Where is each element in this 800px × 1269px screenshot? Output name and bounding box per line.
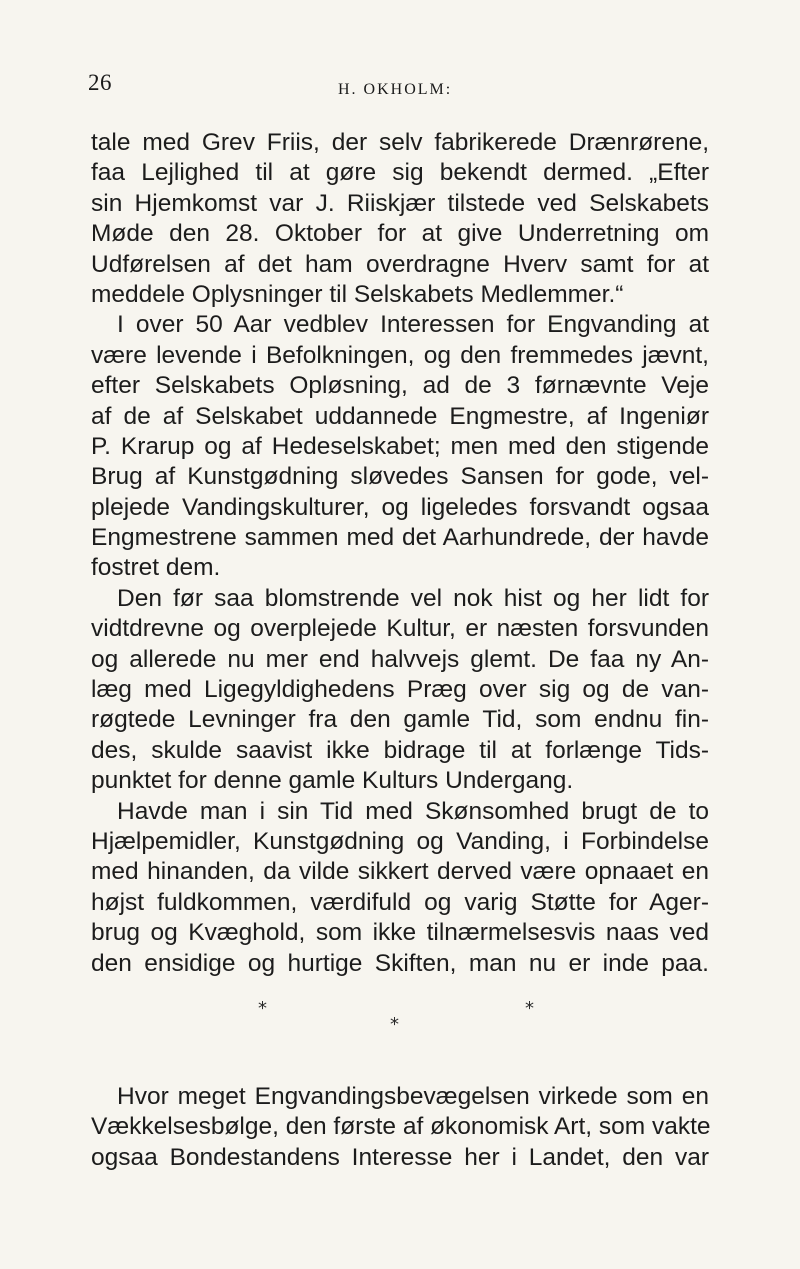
text-line: faa Lejlighed til at gøre sig bekendt dermed. „Efter bbox=[91, 159, 709, 187]
text-line: være levende i Befolkningen, og den fremmedes jævnt, bbox=[91, 341, 709, 369]
text-line: Hjælpemidler, Kunstgødning og Vanding, i Forbindelse bbox=[91, 827, 709, 855]
text-line: Møde den 28. Oktober for at give Underretning om bbox=[91, 220, 709, 248]
text-line: med hinanden, da vilde sikkert derved være opnaaet en bbox=[91, 858, 709, 886]
text-line: Brug af Kunstgødning sløvedes Sansen for gode, vel- bbox=[91, 463, 709, 491]
asterism-star-middle: * bbox=[390, 1014, 399, 1035]
text-line: efter Selskabets Opløsning, ad de 3 førnævnte Veje bbox=[91, 372, 709, 400]
asterism-star-left: * bbox=[258, 998, 267, 1019]
paragraph-start-line: Hvor meget Engvandingsbevægelsen virkede som en bbox=[117, 1083, 709, 1110]
body-text bbox=[91, 128, 709, 979]
page-number: 26 bbox=[88, 70, 112, 95]
paragraph-start-line: Den før saa blomstrende vel nok hist og her lidt for bbox=[117, 584, 709, 612]
paragraph-start-line: Havde man i sin Tid med Skønsomhed brugt de to bbox=[117, 797, 709, 825]
text-line: ogsaa Bondestandens Interesse her i Landet, den var bbox=[91, 1143, 709, 1171]
text-line: brug og Kvæghold, som ikke tilnærmelsesvis naas ved bbox=[91, 919, 709, 947]
text-line: vidtdrevne og overplejede Kultur, er næsten forsvunden bbox=[91, 615, 709, 643]
text-line: Engmestrene sammen med det Aarhundrede, der havde bbox=[91, 524, 709, 552]
text-line: røgtede Levninger fra den gamle Tid, som endnu fin- bbox=[91, 706, 709, 734]
asterism-star-right: * bbox=[525, 998, 534, 1019]
text-line: P. Krarup og af Hedeselskabet; men med den stigende bbox=[91, 432, 709, 460]
text-line: sin Hjemkomst var J. Riiskjær tilstede ved Selskabets bbox=[91, 189, 709, 217]
text-line: fostret dem. bbox=[91, 554, 221, 582]
text-line: den ensidige og hurtige Skiften, man nu er inde paa. bbox=[91, 949, 709, 977]
text-line: meddele Oplysninger til Selskabets Medlemmer.“ bbox=[91, 280, 624, 308]
text-line: punktet for denne gamle Kulturs Undergang. bbox=[91, 767, 574, 795]
paragraph-start-line: I over 50 Aar vedblev Interessen for Engvanding at bbox=[117, 311, 709, 339]
text-line: Udførelsen af det ham overdragne Hverv samt for at bbox=[91, 250, 709, 278]
text-line: plejede Vandingskulturer, og ligeledes forsvandt ogsaa bbox=[91, 493, 709, 521]
running-head: H. OKHOLM: bbox=[338, 81, 453, 98]
text-line: højst fuldkommen, værdifuld og varig Støtte for Ager- bbox=[91, 888, 709, 916]
body-text-continued bbox=[91, 1082, 709, 1173]
text-line: Vækkelsesbølge, den første af økonomisk Art, som vakte bbox=[91, 1113, 711, 1141]
text-line: af de af Selskabet uddannede Engmestre, af Ingeniør bbox=[91, 402, 709, 430]
text-line: og allerede nu mer end halvvejs glemt. De faa ny An- bbox=[91, 645, 709, 673]
section-asterism bbox=[0, 998, 800, 1058]
text-line: læg med Ligegyldighedens Præg over sig og de van- bbox=[91, 676, 709, 704]
text-line: des, skulde saavist ikke bidrage til at forlænge Tids- bbox=[91, 736, 709, 764]
text-line: tale med Grev Friis, der selv fabrikerede Drænrørene, bbox=[91, 129, 709, 156]
